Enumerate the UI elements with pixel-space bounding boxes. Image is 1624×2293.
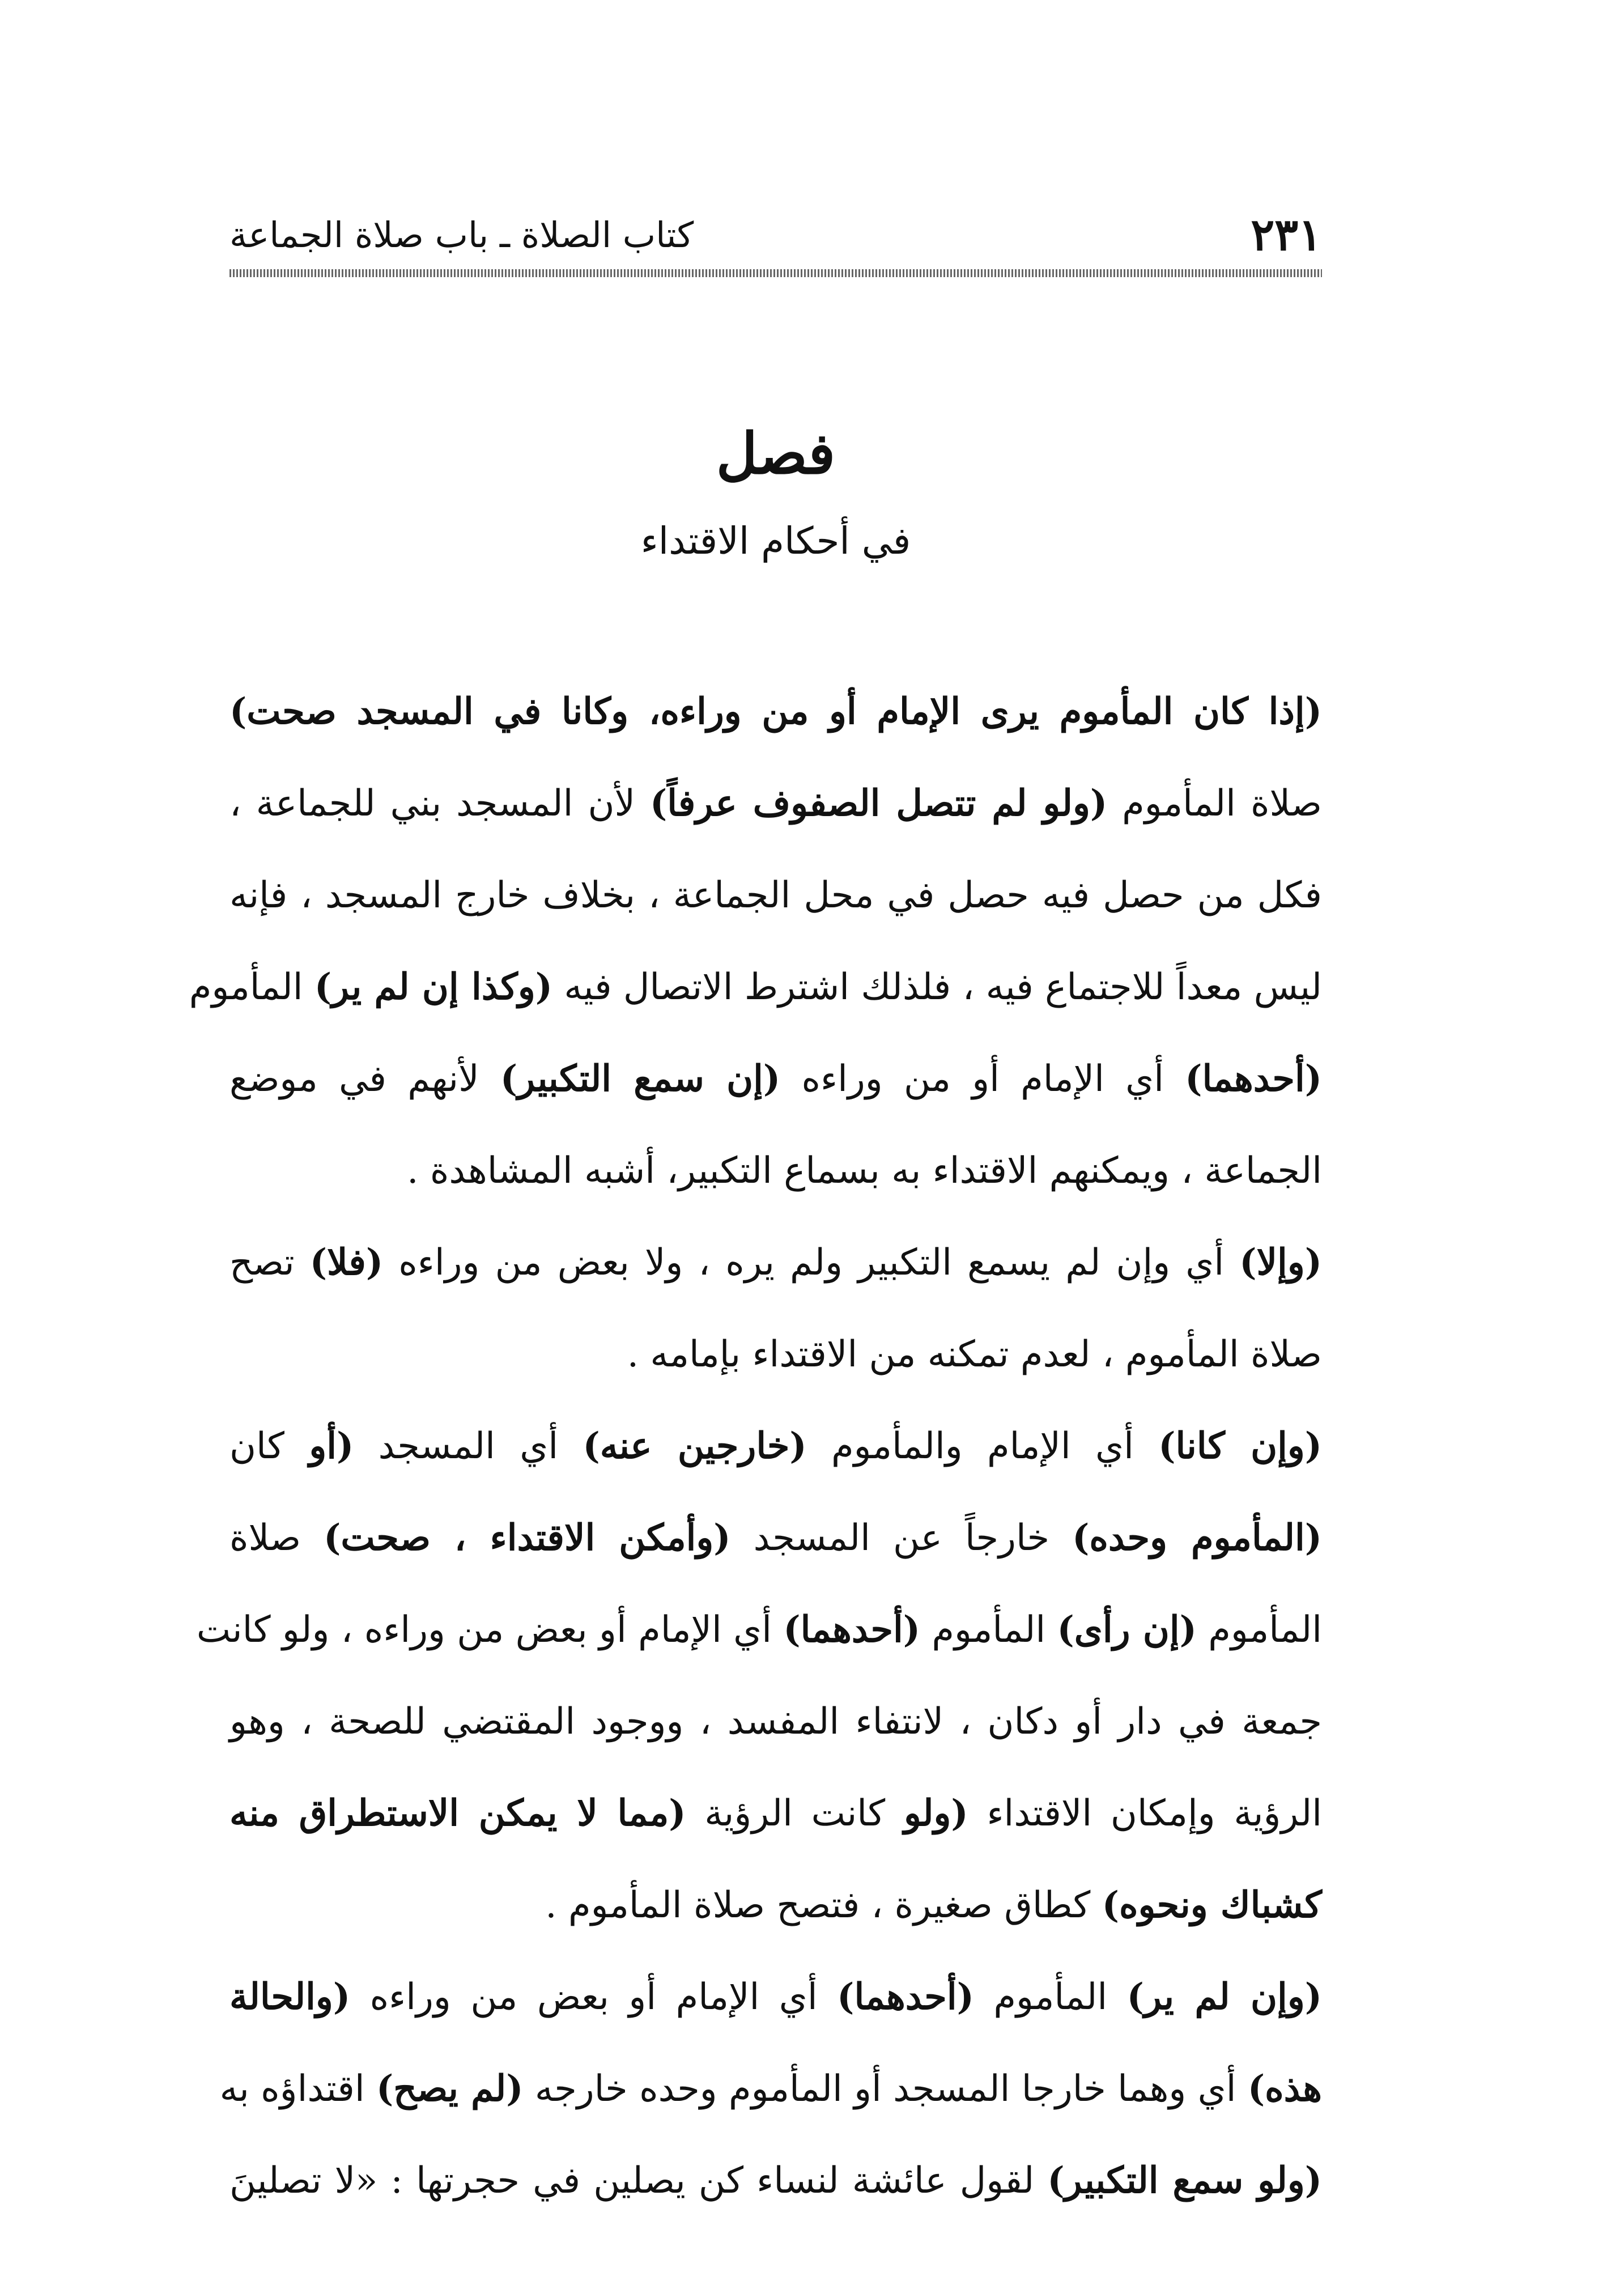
commentary-text: المأموم — [920, 1609, 1057, 1651]
bold-matn-text: (خارجين عنه) — [583, 1425, 807, 1467]
text-line — [229, 850, 1322, 941]
bold-matn-text: (ولو لم تتصل الصفوف عرفاً) — [649, 782, 1108, 825]
commentary-text: فكل من حصل فيه حصل في محل الجماعة ، بخلاف خارج المسجد ، فإنه — [229, 874, 1322, 916]
commentary-text: المأموم — [189, 966, 314, 1008]
commentary-text: أي الإمام أو بعض من وراءه — [350, 1976, 837, 2018]
commentary-text: لأن المسجد بني للجماعة ، — [229, 783, 650, 825]
section-subtitle: في أحكام الاقتداء — [640, 519, 911, 563]
bold-matn-text: (وإن كانا) — [1158, 1425, 1323, 1467]
text-line — [196, 1584, 1322, 1676]
body-text — [189, 666, 1323, 2227]
running-header-title: كتاب الصلاة ـ باب صلاة الجماعة — [229, 214, 694, 256]
text-line — [229, 666, 1322, 758]
text-line — [229, 1951, 1322, 2043]
commentary-text: كان — [229, 1425, 309, 1467]
text-line — [229, 1217, 1322, 1309]
text-line — [229, 1033, 1322, 1125]
text-line — [229, 1309, 1322, 1400]
bold-matn-text: (لم يصح) — [376, 2067, 524, 2110]
text-line — [229, 1125, 1322, 1217]
bold-matn-text: هذه) — [1247, 2067, 1322, 2110]
bold-matn-text: (فلا) — [309, 1241, 384, 1284]
commentary-text: صلاة — [229, 1517, 324, 1559]
bold-matn-text: (مما لا يمكن الاستطراق منه — [229, 1792, 686, 1835]
text-line — [189, 941, 1322, 1033]
text-line — [229, 1492, 1322, 1584]
commentary-text: أي الإمام أو بعض من وراءه ، ولو كانت — [196, 1609, 784, 1651]
bold-matn-text: (إن سمع التكبير) — [500, 1058, 781, 1100]
text-line — [219, 2043, 1322, 2135]
commentary-text: كطاق صغيرة ، فتصح صلاة المأموم . — [545, 1884, 1102, 1926]
text-line — [229, 1676, 1322, 1768]
bold-matn-text: (أحدهما) — [783, 1608, 921, 1651]
commentary-text: الرؤية وإمكان الاقتداء — [968, 1793, 1322, 1835]
commentary-text: أي الإمام أو من وراءه — [780, 1058, 1185, 1100]
bold-matn-text: (وإلا) — [1239, 1241, 1322, 1284]
commentary-text: المأموم — [1196, 1609, 1322, 1651]
text-line — [229, 1859, 1322, 1951]
bold-matn-text: (والحالة — [229, 1976, 351, 2018]
bold-matn-text: (ولو — [903, 1792, 968, 1835]
text-line — [229, 2135, 1322, 2227]
commentary-text: المأموم — [973, 1976, 1127, 2018]
bold-matn-text: (ولو سمع التكبير) — [1047, 2159, 1323, 2202]
text-line — [229, 758, 1322, 850]
commentary-text: صلاة المأموم ، لعدم تمكنه من الاقتداء بإمامه . — [627, 1334, 1322, 1375]
commentary-text: تصح — [229, 1242, 310, 1284]
page-number: ٢٣١ — [1251, 209, 1322, 261]
commentary-text: أي الإمام والمأموم — [806, 1425, 1159, 1467]
text-line — [229, 1768, 1322, 1859]
bold-matn-text: (أحدهما) — [837, 1976, 974, 2018]
bold-matn-text: (إن رأى) — [1057, 1608, 1197, 1651]
bold-matn-text: (إذا كان المأموم يرى الإمام أو من وراءه، وكانا في المسجد صحت) — [229, 690, 1322, 733]
commentary-text: اقتداؤه به — [219, 2068, 376, 2110]
bold-matn-text: كشباك ونحوه) — [1102, 1884, 1322, 1926]
section-title: فصل — [716, 420, 836, 487]
commentary-text: الجماعة ، ويمكنهم الاقتداء به بسماع التكبير، أشبه المشاهدة . — [407, 1150, 1322, 1192]
commentary-text: صلاة المأموم — [1107, 783, 1323, 825]
bold-matn-text: (أو — [309, 1425, 354, 1467]
commentary-text: جمعة في دار أو دكان ، لانتفاء المفسد ، ووجود المقتضي للصحة ، وهو — [229, 1701, 1323, 1743]
commentary-text: أي وهما خارجا المسجد أو المأموم وحده خارجه — [523, 2068, 1248, 2110]
bold-matn-text: (وأمكن الاقتداء ، صحت) — [324, 1517, 731, 1559]
bold-matn-text: (وإن لم ير) — [1126, 1976, 1322, 2018]
bold-matn-text: (وكذا إن لم ير) — [314, 966, 552, 1008]
text-line — [229, 1400, 1322, 1492]
commentary-text: لقول عائشة لنساء كن يصلين في حجرتها : «لا تصلينَ — [229, 2160, 1048, 2202]
commentary-text: ليس معداً للاجتماع فيه ، فلذلك اشترط الاتصال فيه — [552, 966, 1322, 1008]
bold-matn-text: (المأموم وحده) — [1072, 1517, 1323, 1559]
commentary-text: أي المسجد — [354, 1425, 583, 1467]
running-header — [229, 204, 1322, 266]
commentary-text: لأنهم في موضع — [229, 1058, 500, 1100]
commentary-text: كانت الرؤية — [686, 1793, 904, 1835]
commentary-text: خارجاً عن المسجد — [730, 1517, 1073, 1559]
commentary-text: أي وإن لم يسمع التكبير ولم يره ، ولا بعض من وراءه — [383, 1242, 1240, 1284]
header-divider — [229, 269, 1322, 277]
bold-matn-text: (أحدهما) — [1185, 1058, 1323, 1100]
